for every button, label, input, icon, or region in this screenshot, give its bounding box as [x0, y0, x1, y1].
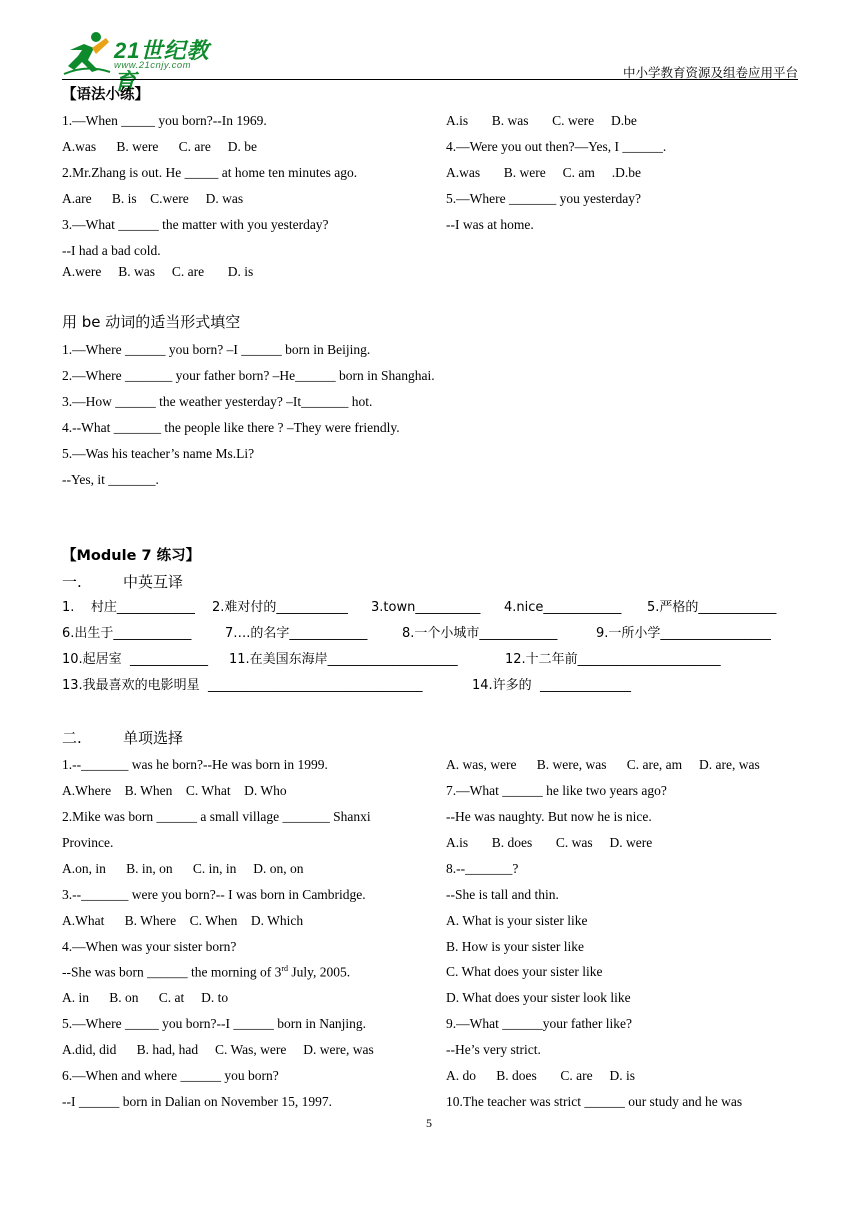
grammar-left-line: A.was B. were C. are D. be [62, 139, 257, 154]
choice-left-line: 6.—When and where ______ you born? [62, 1068, 279, 1083]
choice-right-line: D. What does your sister look like [446, 990, 631, 1005]
choice-left-line: A.on, in B. in, on C. in, in D. on, on [62, 861, 304, 876]
grammar-left-line: 3.—What ______ the matter with you yesterday? [62, 217, 329, 232]
choice-right-line: --She is tall and thin. [446, 887, 559, 902]
choice-left-line: 3.--_______ were you born?-- I was born in Cambridge. [62, 887, 366, 902]
translate-item: 13.我最喜欢的电影明星 _________________________________ [62, 678, 423, 693]
choice-right-line: 7.—What ______ he like two years ago? [446, 783, 667, 798]
translate-item: 7….的名字____________ [225, 626, 368, 641]
section1-title: 中英互译 [123, 573, 184, 591]
platform-name: 中小学教育资源及组卷应用平台 [622, 65, 798, 80]
grammar-right-line: A.was B. were C. am .D.be [446, 165, 641, 180]
translate-item: 11.在美国东海岸____________________ [229, 652, 458, 667]
logo-url: www.21cnjy.com [114, 60, 192, 71]
be-fill-title: 用 be 动词的适当形式填空 [62, 313, 241, 331]
choice-right-line: A. What is your sister like [446, 913, 588, 928]
translate-item: 4.nice____________ [504, 600, 622, 615]
translate-item: 12.十二年前______________________ [505, 652, 721, 667]
be-fill-item: 5.—Was his teacher’s name Ms.Li? [62, 446, 255, 461]
choice-right-line: B. How is your sister like [446, 939, 584, 954]
choice-text-tail: July, 2005. [288, 964, 351, 980]
choice-left-line: 5.—Where _____ you born?--I ______ born in Nanjing. [62, 1016, 367, 1031]
grammar-right-line: 4.—Were you out then?—Yes, I ______. [446, 139, 667, 154]
be-fill-item: 1.—Where ______ you born? –I ______ born in Beijing. [62, 342, 371, 357]
choice-left-line: 4.—When was your sister born? [62, 939, 237, 954]
translate-item: 10.起居室 ____________ [62, 652, 208, 667]
be-fill-item: --Yes, it _______. [62, 472, 159, 487]
module7-title: 【Module 7 练习】 [62, 548, 201, 564]
translate-item: 1. 村庄____________ [62, 600, 195, 615]
section2-number: 二. [62, 729, 82, 747]
choice-left-line: Province. [62, 835, 114, 850]
choice-right-line: A.is B. does C. was D. were [446, 835, 653, 850]
choice-right-line: 8.--_______? [446, 861, 519, 876]
translate-item: 3.town__________ [371, 600, 481, 615]
choice-right-line: 10.The teacher was strict ______ our study and he was [446, 1094, 743, 1109]
translate-item: 14.许多的 ______________ [472, 678, 631, 693]
logo-text: 21世纪教育 [114, 38, 210, 94]
translate-item: 2.难对付的___________ [212, 600, 348, 615]
header-divider [62, 79, 798, 80]
choice-left-line: A. in B. on C. at D. to [62, 990, 229, 1005]
section2-title: 单项选择 [123, 729, 184, 747]
section1-number: 一. [62, 573, 82, 591]
choice-right-line: --He was naughty. But now he is nice. [446, 809, 652, 824]
grammar-left-line: 1.—When _____ you born?--In 1969. [62, 113, 267, 128]
choice-right-line: A. was, were B. were, was C. are, am D. are, was [446, 757, 760, 772]
choice-left-line: A.What B. Where C. When D. Which [62, 913, 304, 928]
grammar-left-line: A.are B. is C.were D. was [62, 191, 244, 206]
choice-right-line: --He’s very strict. [446, 1042, 541, 1057]
translate-item: 9.一所小学_________________ [596, 626, 771, 641]
choice-left-line: --I ______ born in Dalian on November 15, 1997. [62, 1094, 332, 1109]
choice-text: --She was born ______ the morning of 3 [62, 964, 282, 980]
choice-left-line: 1.--_______ was he born?--He was born in 1999. [62, 757, 328, 772]
grammar-left-line: --I had a bad cold. [62, 243, 161, 258]
logo [62, 30, 232, 94]
choice-left-line-ordinal [62, 965, 350, 979]
translate-item: 8.一个小城市____________ [402, 626, 558, 641]
be-fill-item: 3.—How ______ the weather yesterday? –It_______ hot. [62, 394, 373, 409]
choice-right-line: A. do B. does C. are D. is [446, 1068, 635, 1083]
grammar-left-line: 2.Mr.Zhang is out. He _____ at home ten minutes ago. [62, 165, 358, 180]
choice-left-line: A.did, did B. had, had C. Was, were D. were, was [62, 1042, 374, 1057]
grammar-right-line: A.is B. was C. were D.be [446, 113, 637, 128]
choice-right-line: C. What does your sister like [446, 964, 603, 979]
choice-left-line: A.Where B. When C. What D. Who [62, 783, 287, 798]
grammar-title: 【语法小练】 [62, 87, 149, 103]
choice-right-line: 9.—What ______your father like? [446, 1016, 632, 1031]
choice-left-line: 2.Mike was born ______ a small village _______ Shanxi [62, 809, 371, 824]
page-number: 5 [426, 1116, 432, 1130]
ordinal-suffix: rd [281, 964, 289, 973]
be-fill-item: 4.--What _______ the people like there ? –They were friendly. [62, 420, 400, 435]
translate-item: 5.严格的____________ [647, 600, 777, 615]
be-fill-item: 2.—Where _______ your father born? –He______ born in Shanghai. [62, 368, 435, 383]
grammar-right-line: 5.—Where _______ you yesterday? [446, 191, 641, 206]
grammar-left-line: A.were B. was C. are D. is [62, 264, 254, 279]
translate-item: 6.出生于____________ [62, 626, 192, 641]
runner-icon [62, 30, 112, 76]
grammar-right-line: --I was at home. [446, 217, 534, 232]
